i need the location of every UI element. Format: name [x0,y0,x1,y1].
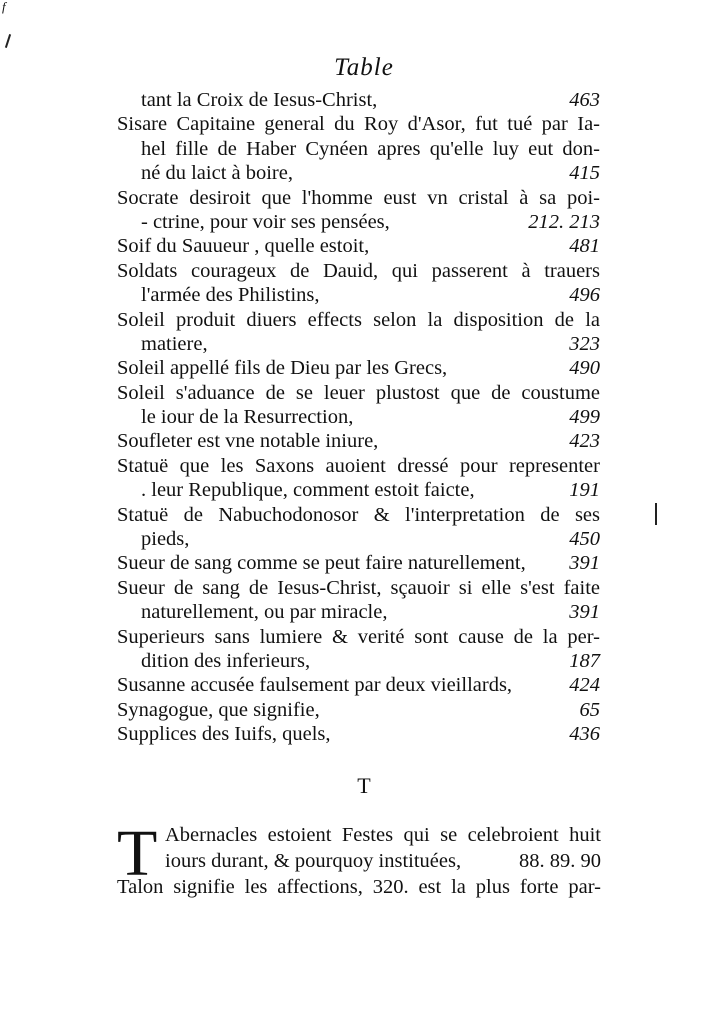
index-entry-line [117,600,600,624]
index-entry-page: 212. 213 [528,210,600,233]
index-entry-text: Soldats courageux de Dauid, qui passerent à trauers [117,259,600,282]
index-entry-text: hel fille de Haber Cynéen apres qu'elle luy eut don- [141,137,600,160]
index-entry-page: 496 [569,284,600,307]
index-entry-text: dition des inferieurs, [141,649,311,672]
index-entry-text: l'armée des Philistins, [141,284,320,307]
index-entry-line [117,308,600,332]
index-entry-line [117,673,600,697]
margin-tick-right [655,503,657,525]
index-entry-line [117,454,600,478]
index-entry-line [117,234,600,258]
index-entry-page: 323 [569,332,600,355]
index-entry-page: 490 [569,357,600,380]
index-entry-text: tant la Croix de Iesus-Christ, [141,89,378,111]
index-entry-line [117,527,600,551]
index-entry-text: né du laict à boire, [141,162,293,185]
section-t-line-3: Talon signifie les affections, 320. est la plus forte par- [117,876,601,898]
index-entry-line [117,625,600,649]
index-entry-line [117,649,600,673]
index-entry-text: Soleil produit diuers effects selon la disposition de la [117,308,600,331]
index-entry-text: Socrate desiroit que l'homme eust vn cristal à sa poi- [117,186,600,209]
index-entry-line [117,429,600,453]
index-entry-line [117,332,600,356]
index-entry-page: 423 [569,430,600,453]
section-t-line-2-text: iours durant, & pourquoy instituées, [165,850,462,872]
index-entry-page: 499 [569,406,600,429]
index-entry-line [117,186,600,210]
index-entry-line [117,283,600,307]
margin-tick-left [5,34,11,48]
index-entry-line [117,551,600,575]
index-entry-page: 436 [569,723,600,746]
index-entry-line [117,210,600,234]
index-entry-line [117,259,600,283]
section-t-line-1: Abernacles estoient Festes qui se celebroient huit [165,824,601,846]
index-entry-text: Soif du Sauueur , quelle estoit, [117,235,370,258]
index-entry-line [117,405,600,429]
index-entry-page: 191 [569,479,600,502]
index-entry-page: 415 [569,162,600,185]
index-entry-line [117,356,600,380]
index-entry-line [117,137,600,161]
corner-mark: f [2,0,6,14]
index-entry-page: 391 [569,601,600,624]
index-entry-line [117,88,600,112]
index-entry-text: - ctrine, pour voir ses pensées, [141,210,390,233]
index-entry-line [117,503,600,527]
index-entry-text: Superieurs sans lumiere & verité sont cause de la per- [117,625,600,648]
index-entry-text: Soleil s'aduance de se leuer plustost que de coustume [117,381,600,404]
section-letter: T [357,773,371,798]
index-entry-text: . leur Republique, comment estoit faicte, [141,479,475,502]
index-entry-text: Sisare Capitaine general du Roy d'Asor, fut tué par Ia- [117,113,600,136]
index-entry-text: Statuë de Nabuchodonosor & l'interpretation de ses [117,503,600,526]
index-entry-page: 424 [569,674,600,697]
index-entry-page: 65 [579,698,600,721]
index-entry-line [117,698,600,722]
index-entry-text: Sueur de sang comme se peut faire naturellement, [117,552,526,575]
section-t-line-2-page: 88. 89. 90 [519,850,601,872]
index-entry-line [117,722,600,746]
index-entry-line [117,478,600,502]
index-entry-page: 481 [569,235,600,258]
index-entry-text: Statuë que les Saxons auoient dressé pour representer [117,454,600,477]
index-entry-text: Supplices des Iuifs, quels, [117,723,331,746]
index-entry-text: pieds, [141,528,190,551]
index-entry-text: Synagogue, que signifie, [117,698,320,721]
index-entry-line [117,161,600,185]
index-entry-text: Soleil appellé fils de Dieu par les Grecs, [117,357,448,380]
index-entry-page: 187 [569,649,600,672]
drop-cap: T [117,817,158,890]
index-entry-text: Susanne accusée faulsement par deux vieillards, [117,674,513,697]
index-entry-text: naturellement, ou par miracle, [141,601,388,624]
index-entry-line [117,112,600,136]
index-entry-page: 450 [569,528,600,551]
index-entry-text: Soufleter est vne notable iniure, [117,430,379,453]
index-entry-page: 463 [569,89,600,111]
section-t-line-2 [165,848,601,874]
index-entries [117,88,600,747]
index-entry-text: Sueur de sang de Iesus-Christ, sçauoir si elle s'est faite [117,576,600,599]
index-entry-line [117,576,600,600]
running-head: Table [334,54,394,81]
index-entry-line [117,381,600,405]
index-entry-text: le iour de la Resurrection, [141,406,354,429]
index-entry-text: matiere, [141,332,208,355]
index-entry-page: 391 [569,552,600,575]
